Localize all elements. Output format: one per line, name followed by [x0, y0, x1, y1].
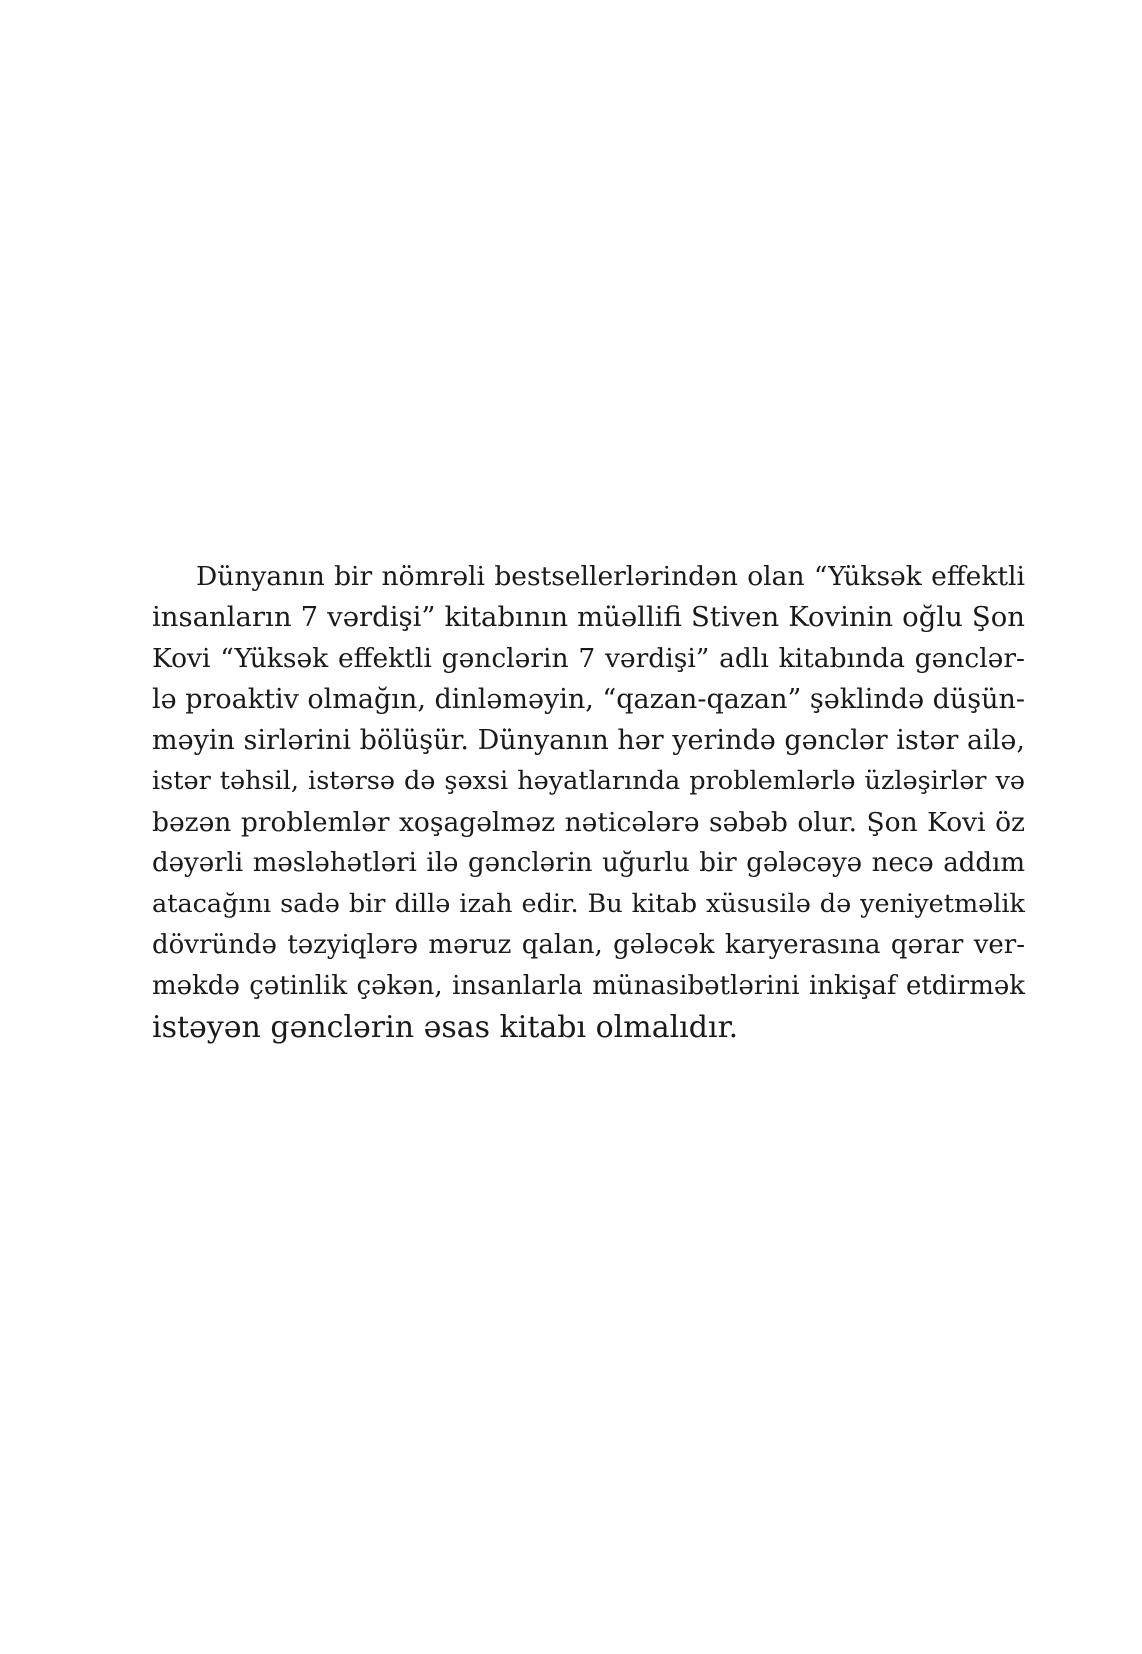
paragraph-line: məkdə çətinlik çəkən, insanlarla münasibətlərini inkişaf etdirmək [152, 971, 1025, 1001]
paragraph-line: istər təhsil, istərsə də şəxsi həyatlarında problemlərlə üzləşirlər və [152, 766, 1025, 796]
paragraph-line: dəyərli məsləhətləri ilə gənclərin uğurlu bir gələcəyə necə addım [152, 848, 1025, 878]
body-paragraph [152, 556, 1025, 1048]
paragraph-line: Dünyanın bir nömrəli bestsellerlərindən olan “Yüksək effektli [196, 561, 1025, 592]
paragraph-line: insanların 7 vərdişi” kitabının müəllifi Stiven Kovinin oğlu Şon [152, 601, 1025, 633]
paragraph-line: məyin sirlərini bölüşür. Dünyanın hər yerində gənclər istər ailə, [152, 725, 1025, 756]
paragraph-line: atacağını sadə bir dillə izah edir. Bu kitab xüsusilə də yeniyetməlik [152, 889, 1025, 919]
paragraph-line: istəyən gənclərin əsas kitabı olmalıdır. [152, 1010, 739, 1045]
paragraph-line: dövründə təzyiqlərə məruz qalan, gələcək karyerasına qərar ver- [152, 930, 1025, 960]
paragraph-line: Kovi “Yüksək effektli gənclərin 7 vərdişi” adlı kitabında gənclər- [152, 643, 1025, 674]
paragraph-line: lə proaktiv olmağın, dinləməyin, “qazan-qazan” şəklində düşün- [152, 684, 1026, 715]
paragraph-line: bəzən problemlər xoşagəlməz nəticələrə səbəb olur. Şon Kovi öz [152, 807, 1025, 838]
